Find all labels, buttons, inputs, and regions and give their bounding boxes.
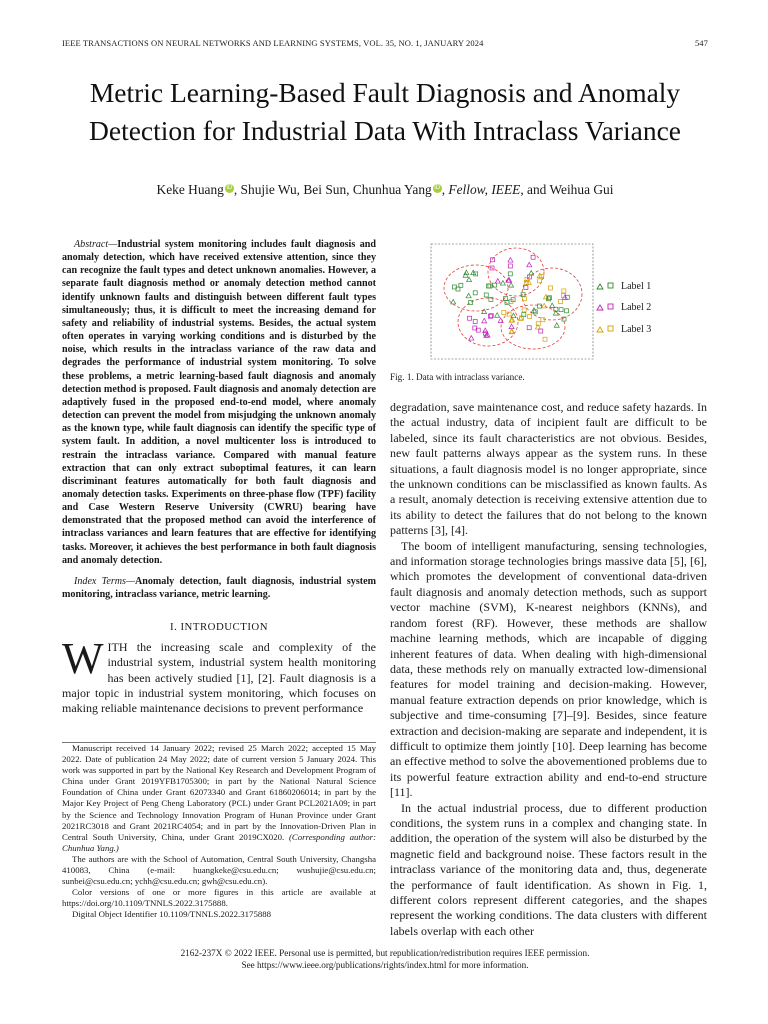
author-fellow: Fellow, IEEE — [448, 182, 521, 197]
scatter-square-marker — [528, 314, 532, 318]
footnote-manuscript-text: Manuscript received 14 January 2022; revised 25 March 2022; accepted 15 May 2022. Date of publication 24 May 2022; date of current version 5 January 2024. This work was supported in part by the National Key Research and Development Program of China under Grant 2019YFB1705300; in part by the National Natural Science Foundation of China under Grant 62073340 and Grant 61860206014; in part by the Major Key Project of Peng Cheng Laboratory (PCL) under Grant PCL2021A09; in part by the Science and Technology Innovation Program of Hunan Province under Grant 2021RC3018 and Grant 2021RC4054; and in part by the Innovation-Driven Plan in Central South University, China, under Grant 2019CX020. — [62, 743, 376, 842]
orcid-icon[interactable]: iD — [434, 185, 441, 191]
page-number: 547 — [694, 38, 708, 48]
scatter-triangle-marker — [469, 336, 474, 341]
scatter-triangle-marker — [509, 283, 514, 288]
figure-caption: Fig. 1. Data with intraclass variance. — [390, 372, 525, 382]
scatter-square-marker — [527, 326, 531, 330]
cluster-circle — [522, 268, 582, 320]
legend-label-2: Label 2 — [621, 302, 652, 313]
scatter-square-marker — [559, 300, 563, 304]
scatter-square-marker — [473, 319, 477, 323]
copyright-line: 2162-237X © 2022 IEEE. Personal use is permitted, but republication/redistribution requires IEEE permission. — [180, 948, 590, 958]
scatter-square-marker — [565, 309, 569, 313]
scatter-triangle-marker — [482, 318, 487, 323]
abstract-text: Industrial system monitoring includes fault diagnosis and anomaly detection, which have received extensive attention, since they can recognize the fault types and detect unknown anomalies. However, a separate fault diagnosis method or anomaly detection method cannot identify unknown faults and distinguish between different fault types simultaneously; thus, it is difficult to meet the increasing demand for safety and reliability of industrial systems. Besides, the actual system often operates in varying working conditions and is disturbed by the noise, which results in the intraclass variance of the raw data and degrades the performance of industrial system monitoring. To solve these problems, a metric learning-based fault diagnosis and anomaly detection method is proposed. Fault diagnosis and anomaly detection are adaptively fused in the proposed end-to-end model, where anomaly detection can prevent the model from misjudging the unknown anomaly as the known type, while fault diagnosis can identify the specific type of system fault. In addition, a novel multicenter loss is introduced to restrain the intraclass variance. Compared with manual feature extraction that can only extract suboptimal features, it can learn discriminant features automatically for both fault diagnosis and anomaly detection tasks. Experiments on three-phase flow (TPF) facility and Case Western Reserve University (CWRU) bearing have demonstrated that the proposed method can avoid the interference of intraclass variances and learn features that are effective for identifying tasks. Moreover, it achieves the best performance in both fault diagnosis and anomaly detection. — [62, 239, 376, 566]
legend-square-label2 — [608, 304, 613, 309]
author-last: , and Weihua Gui — [520, 182, 614, 197]
left-column — [62, 238, 376, 716]
author-names: , Shujie Wu, Bei Sun, Chunhua Yang — [233, 182, 432, 197]
legend-square-label3 — [608, 326, 613, 331]
body-paragraph: degradation, save maintenance cost, and reduce safety hazards. In the actual industry, data of incipient fault are difficult to be labeled, since its fault characteristics are not obvious. Besides, new fault patterns always appear as the system runs. In these situations, a fault diagnosis model is no longer appropriate, since the unknown conditions can be misclassified as known faults. As a result, anomaly detection is receiving extensive attention due to its ability to detect the failures that do not belong to the known patterns [3], [4]. — [390, 400, 707, 538]
scatter-square-marker — [522, 308, 526, 312]
author-name: Keke Huang — [156, 182, 224, 197]
index-terms — [62, 575, 376, 601]
scatter-square-marker — [541, 318, 545, 322]
scatter-triangle-marker — [527, 262, 532, 267]
scatter-triangle-marker — [451, 299, 456, 304]
index-terms-lead: Index Terms— — [74, 575, 135, 587]
scatter-triangle-marker — [506, 278, 511, 283]
copyright-notice — [40, 947, 730, 971]
scatter-triangle-marker — [482, 309, 487, 314]
legend-square-label1 — [608, 283, 613, 288]
right-column — [390, 400, 707, 939]
section-heading: I. INTRODUCTION — [169, 621, 269, 634]
footnote-corresponding: (Corresponding author: Chunhua Yang.) — [62, 831, 377, 853]
scatter-square-marker — [559, 308, 563, 312]
footnote-manuscript — [62, 743, 376, 854]
figure-legend — [597, 281, 651, 335]
figure-1-graphic — [428, 242, 688, 362]
author-sep: , — [441, 182, 449, 197]
journal-name: IEEE TRANSACTIONS ON NEURAL NETWORKS AND LEARNING SYSTEMS, VOL. 35, NO. 1, JANUARY 2024 — [62, 38, 484, 48]
scatter-square-marker — [531, 255, 535, 259]
scatter-square-marker — [488, 284, 492, 288]
intro-paragraph — [62, 634, 376, 716]
scatter-triangle-marker — [466, 293, 471, 298]
footnote-affiliation: The authors are with the School of Automation, Central South University, Changsha 410083, China (e-mail: huangkeke@csu.edu.cn; wushujie@csu.edu.cn; sunbei@csu.edu.cn; ychh@csu.edu.cn; gwh@csu.edu.cn). — [62, 853, 376, 887]
legend-triangle-label2 — [597, 305, 603, 310]
scatter-triangle-marker — [471, 270, 476, 275]
scatter-triangle-marker — [509, 329, 514, 334]
scatter-square-marker — [524, 285, 528, 289]
body-paragraph: The boom of intelligent manufacturing, sensing technologies, and information storage technologies brings massive data [5], [6], which promotes the development of conventional data-driven fault diagnosis and anomaly detection methods, such as support vector machine (SVM), K-nearest neighbors (KNNs), and random forest (RF). However, these methods are shallow machine learning methods, which are incapable of digging inherent features of data. When dealing with high-dimensional data, these methods rely on manually extracted low-dimensional features for model training and decision-making. However, manual feature extraction depends on prior knowledge, which is subjective and time-consuming [7]–[9]. Besides, since feature extraction and decision-making are separate and independent, it is difficult to optimize them jointly [10]. Deep learning has become an effective method to solve the abovementioned problems due to its powerful feature extraction ability and end-to-end structure [11]. — [390, 538, 707, 800]
legend-label-3: Label 3 — [621, 324, 652, 335]
body-paragraph: In the actual industrial process, due to different production conditions, the system runs in a complex and changing state. In addition, the operation of the system will also be disturbed by the magnetic field and background noise. These factors result in the intraclass variance of the monitoring data and, thus, degenerate the performance of fault identification. As shown in Fig. 1, different colors represent different categories, and the shapes represent the working conditions. The data clusters with different labels overlap with each other — [390, 800, 707, 938]
scatter-square-marker — [537, 304, 541, 308]
scatter-triangle-marker — [529, 271, 534, 276]
footnote-doi: Digital Object Identifier 10.1109/TNNLS.2022.3175888 — [72, 909, 272, 920]
scatter-triangle-marker — [511, 313, 516, 318]
scatter-square-marker — [469, 300, 473, 304]
orcid-icon[interactable]: iD — [226, 185, 233, 191]
cluster-circle — [488, 248, 544, 296]
scatter-square-marker — [548, 286, 552, 290]
scatter-square-marker — [484, 293, 488, 297]
scatter-triangle-marker — [495, 313, 500, 318]
figure-1 — [428, 242, 688, 362]
scatter-square-marker — [508, 264, 512, 268]
scatter-triangle-marker — [554, 323, 559, 328]
scatter-square-marker — [539, 329, 543, 333]
scatter-square-marker — [468, 316, 472, 320]
legend-triangle-label3 — [597, 327, 603, 332]
index-terms-text: Anomaly detection, fault diagnosis, industrial system monitoring, intraclass variance, metric learning. — [62, 575, 376, 601]
drop-cap: W — [62, 634, 104, 684]
legend-triangle-label1 — [597, 284, 603, 289]
scatter-square-marker — [473, 291, 477, 295]
scatter-square-marker — [508, 272, 512, 276]
scatter-triangle-marker — [509, 324, 514, 329]
scatter-square-marker — [486, 284, 490, 288]
intro-text: ITH the increasing scale and complexity of the industrial system, industrial system health monitoring has been actively studied [1], [2]. Fault diagnosis is a major topic in industrial system monitoring, which focuses on making reliable maintenance decisions to prevent performance — [62, 640, 376, 716]
legend-label-1: Label 1 — [621, 281, 652, 292]
scatter-triangle-marker — [467, 277, 472, 282]
scatter-triangle-marker — [495, 279, 500, 284]
footnotes — [62, 742, 376, 921]
scatter-square-marker — [562, 289, 566, 293]
rights-link[interactable]: See https://www.ieee.org/publications/rights/index.html for more information. — [241, 960, 529, 970]
abstract-lead: Abstract— — [74, 239, 118, 250]
scatter-square-marker — [543, 337, 547, 341]
scatter-triangle-marker — [508, 258, 513, 263]
abstract — [62, 238, 376, 567]
author-list — [40, 182, 730, 198]
scatter-square-marker — [502, 310, 506, 314]
paper-title: Metric Learning-Based Fault Diagnosis and Anomaly Detection for Industrial Data With Intraclass Variance — [89, 77, 681, 146]
footnote-color: Color versions of one or more figures in this article are available at https://doi.org/10.1109/TNNLS.2022.3175888. — [62, 887, 376, 909]
scatter-triangle-marker — [500, 281, 505, 286]
